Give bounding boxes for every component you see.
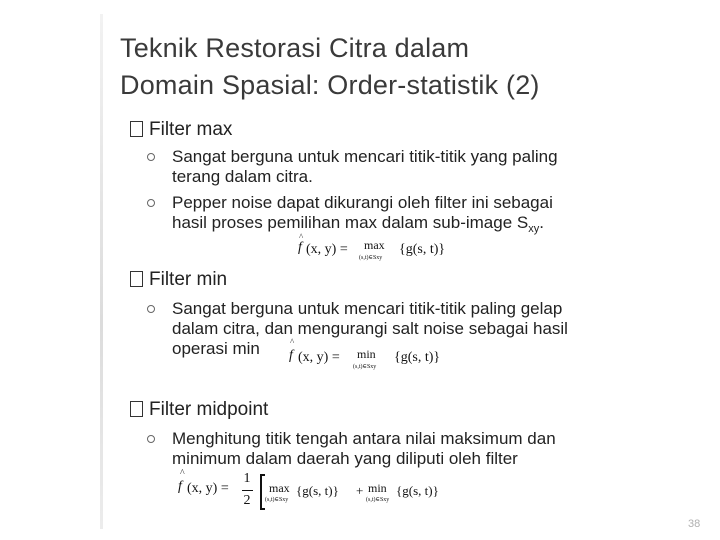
hat-accent-icon: ^ [180, 468, 185, 479]
title-line-2: Domain Spasial: Order-statistik (2) [120, 70, 540, 100]
bullet-filter-min [130, 268, 227, 292]
slide-accent-line [100, 14, 103, 529]
fraction-numerator: 1 [243, 471, 251, 486]
sub-bullet-line: Menghitung titik tengah antara nilai maksimum dan [172, 429, 556, 448]
page-number: 38 [688, 518, 701, 530]
ring-bullet-icon [147, 435, 155, 443]
subscript-xy: xy [528, 223, 540, 235]
formula-min: ^ f (x, y) = min (s,t)∈Sxy {g(s, t)} [289, 337, 441, 370]
bullet-heading: Filter midpoint [149, 399, 269, 420]
bullet-filter-midpoint [130, 398, 268, 422]
bullet-filter-max [130, 118, 232, 142]
checkbox-bullet-icon [130, 121, 143, 137]
formula-lhs: (x, y) = [298, 350, 340, 365]
hat-accent-icon: ^ [290, 337, 295, 347]
sub-bullet-line: operasi min [172, 339, 260, 358]
left-bracket [260, 474, 265, 510]
formula-op: min [357, 347, 376, 361]
fraction-bar [242, 490, 253, 491]
sub-bullet-line: Sangat berguna untuk mencari titik-titik yang paling [172, 147, 558, 166]
hat-accent-icon: ^ [299, 232, 304, 242]
ring-bullet-icon [147, 199, 155, 207]
formula-max: ^ f (x, y) = max (s,t)∈Sxy {g(s, t)} [298, 232, 446, 261]
formula-op-min: min [368, 481, 387, 495]
formula-term: {g(s, t)} [296, 483, 339, 498]
ring-bullet-icon [147, 305, 155, 313]
formula-op: max [364, 238, 385, 252]
title-line-1: Teknik Restorasi Citra dalam [120, 33, 470, 63]
formula-midpoint: ^ f (x, y) = 1 2 max (s,t)∈Sxy {g(s, t)} + min (s,t)∈Sxy {g(s, t)} [178, 468, 439, 508]
ring-bullet-icon [147, 153, 155, 161]
checkbox-bullet-icon [130, 401, 143, 417]
formula-rhs: {g(s, t)} [394, 350, 441, 365]
bullet-heading: Filter max [149, 119, 233, 140]
fraction-denominator: 2 [243, 493, 251, 508]
formula-lhs: (x, y) = [187, 481, 229, 496]
formula-lhs: (x, y) = [306, 242, 348, 257]
sub-bullet-line: Pepper noise dapat dikurangi oleh filter ini sebagai [172, 193, 553, 212]
formula-op-max: max [269, 481, 290, 495]
formula-rhs: {g(s, t)} [399, 242, 446, 257]
formula-term: {g(s, t)} [396, 483, 439, 498]
bullet-heading: Filter min [149, 269, 228, 290]
checkbox-bullet-icon [130, 271, 143, 287]
sub-bullet-line: hasil proses pemilihan max dalam sub-image S [172, 213, 529, 232]
trailing-period: . [539, 213, 544, 232]
sub-bullet-line: minimum dalam daerah yang diliputi oleh filter [172, 449, 518, 468]
sub-bullet-line: dalam citra, dan mengurangi salt noise sebagai hasil [172, 319, 568, 338]
sub-bullet-line: Sangat berguna untuk mencari titik-titik paling gelap [172, 299, 563, 318]
sub-bullet-line: terang dalam citra. [172, 167, 313, 186]
slide-title [120, 30, 700, 104]
formula-plus: + [356, 483, 364, 498]
